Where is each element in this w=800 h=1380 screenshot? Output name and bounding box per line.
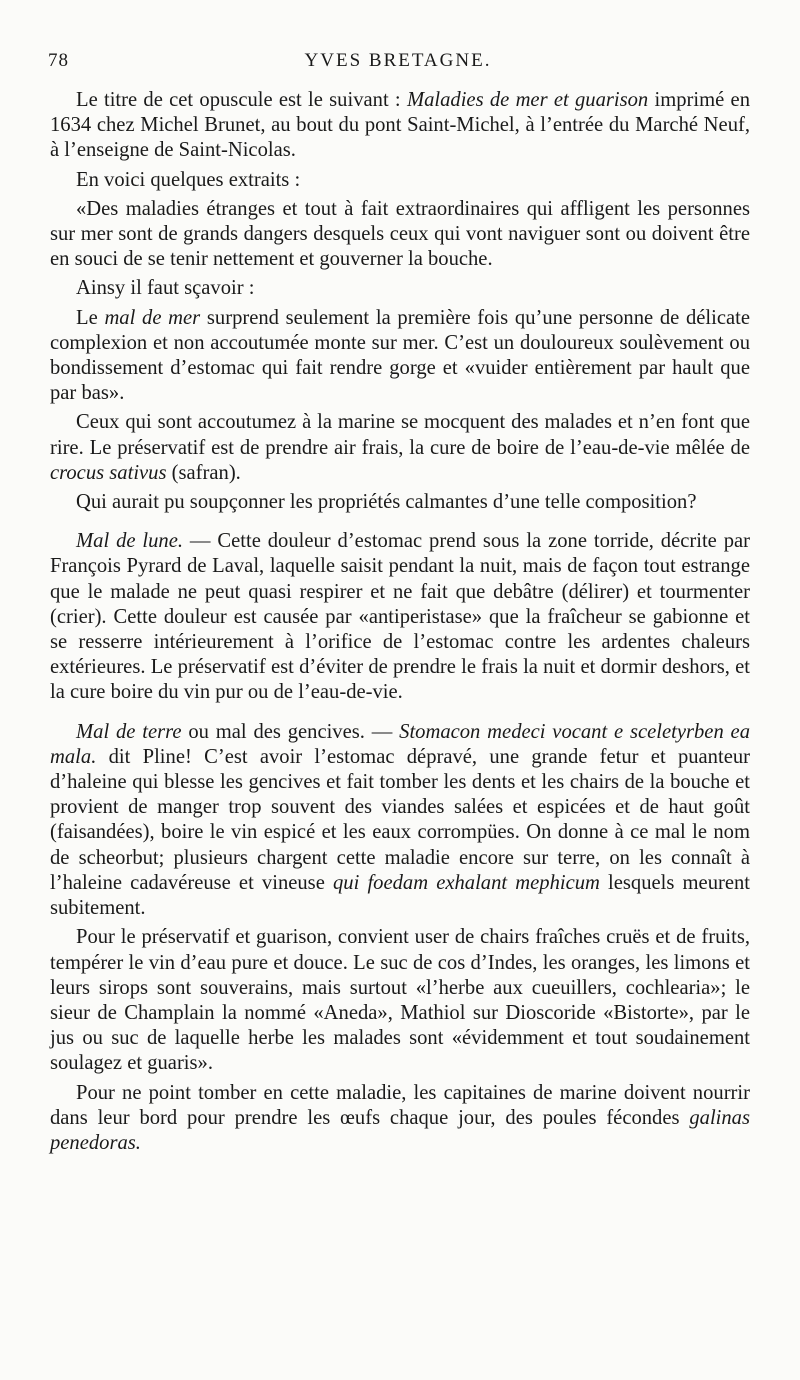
- italic-term: crocus sativus: [50, 461, 167, 484]
- paragraph-question: Qui aurait pu soupçonner les propriétés calmantes d’une telle composition?: [76, 491, 697, 514]
- paragraph-title-of-pamphlet: [50, 88, 750, 164]
- paragraph-mal-de-lune: [50, 529, 750, 705]
- text-run: imprimé en 1634 chez Michel Brunet, au bout du pont Saint-Michel, à l’entrée du Marché Neuf, à l’enseigne de Saint-Nicolas.: [50, 89, 750, 162]
- paragraph-mal-de-terre: [50, 720, 750, 922]
- paragraph-quote-opening: «Des maladies étranges et tout à fait extraordinaires qui affligent les personnes sur mer sont de grands dangers desquels ceux qui vont naviguer sont ou doivent être en souci de se tenir nettement et gouverner la bouche.: [50, 197, 750, 271]
- paragraph-ainsy: Ainsy il faut sçavoir :: [76, 277, 255, 300]
- running-head: YVES BRETAGNE.: [304, 50, 492, 71]
- text-run: lesquels meurent subitement.: [50, 871, 751, 920]
- paragraph-accoutumez: [50, 410, 750, 486]
- body-text: [50, 88, 750, 1156]
- italic-term: mal de mer: [104, 306, 201, 329]
- text-run: Le titre de cet opuscule est le suivant :: [76, 89, 407, 111]
- italic-heading: Mal de terre: [76, 720, 182, 743]
- text-run: — Cette douleur d’estomac prend sous la zone torride, décrite par François Pyrard de Laval, laquelle saisit pendant la nuit, mais de façon tout estrange que le malade ne peut quasi respirer et ne fait que debâtre (délirer) et tourmenter (crier). Cette douleur est causée par «antiperistase» que la fraîcheur se gabionne et se resserre intérieurement à l’orifice de l’estomac contre les ardentes chaleurs extérieures. Le préservatif est d’éviter de prendre le frais la nuit et dormir deshors, et la cure boire du vin pur ou de l’eau-de-vie.: [50, 530, 750, 704]
- text-run: Le: [76, 306, 105, 329]
- text-run: dit Pline! C’est avoir l’estomac dépravé, une grande fetur et puanteur d’haleine qui blesse les gencives et fait tomber les dents et les chairs de la bouche et provient de manger trop souvent des viandes salées et espicées et de haut goût (faisandées), boire le vin espicé et les eaux corrompües. On donne à ce mal le nom de scheorbut; plusieurs chargent cette maladie encore sur terre, on les connaît à l’haleine cadavéreuse et vineuse: [50, 745, 750, 894]
- italic-term: galinas penedoras.: [50, 1106, 750, 1154]
- text-run: Ceux qui sont accoutumez à la marine se mocquent des malades et n’en font que rire. Le préservatif est de prendre air frais, la cure de boire de l’eau-de-vie mêlée de: [50, 411, 750, 459]
- page-header: [48, 50, 748, 80]
- italic-quote: qui foedam exhalant mephicum: [332, 871, 600, 894]
- page-number: 78: [48, 50, 69, 71]
- paragraph-guarison: Pour le préservatif et guarison, convient user de chairs fraîches cruës et de fruits, tempérer le vin d’eau pure et douce. Le suc de cos d’Indes, les oranges, les limons et leurs sirops sont souverains, mais surtout «l’herbe aux cueuillers, cochlearia»; le sieur de Champlain la nommé «Aneda», Mathiol sur Dioscoride «Bistorte», par le jus ou suc de laquelle herbe les malades sont «évidemment et tout soudainement soulagez et guaris».: [50, 926, 750, 1075]
- text-run: ou mal des gencives. —: [181, 720, 400, 743]
- paragraph-extracts-intro: En voici quelques extraits :: [76, 168, 301, 191]
- paragraph-capitaines: [50, 1081, 750, 1157]
- italic-heading: Mal de lune.: [76, 530, 183, 553]
- paragraph-mal-de-mer: [50, 306, 750, 407]
- text-run: surprend seulement la première fois qu’une personne de délicate complexion et non accoutumée monte sur mer. C’est un douloureux soulèvement ou bondissement d’estomac qui fait rendre gorge et «vuider entièrement par hault que par bas».: [50, 306, 750, 405]
- italic-quote: Stomacon medeci vocant e sceletyrben ea mala.: [50, 720, 750, 768]
- text-run: Pour ne point tomber en cette maladie, les capitaines de marine doivent nourrir dans leur bord pour prendre les œufs chaque jour, des poules fécondes: [50, 1081, 750, 1129]
- text-run: (safran).: [166, 461, 241, 484]
- italic-title: Maladies de mer et guarison: [406, 89, 649, 111]
